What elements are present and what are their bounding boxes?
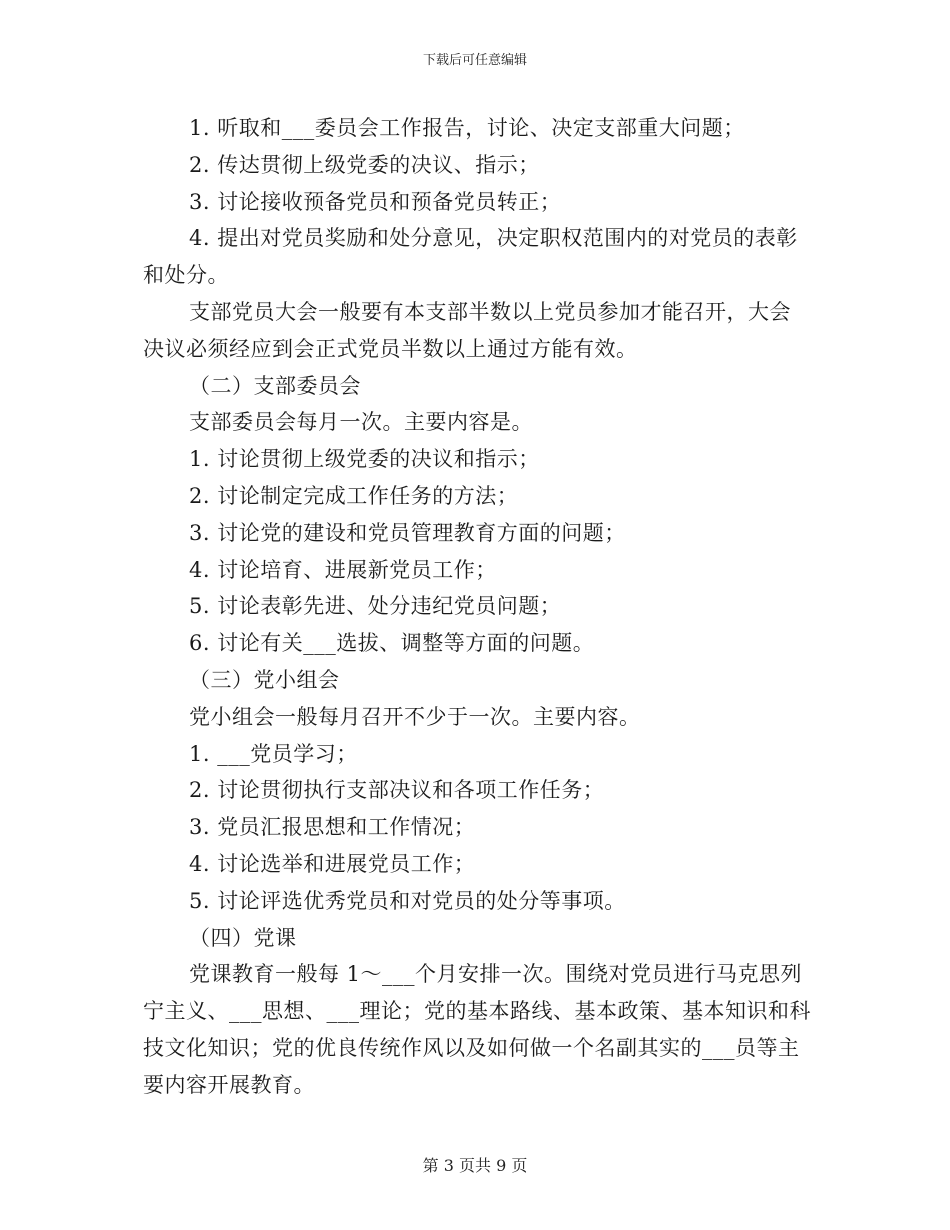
paragraph-item-5: 5. 讨论表彰先进、处分违纪党员问题； (189, 594, 562, 619)
paragraph-item-1: 1. 讨论贯彻上级党委的决议和指示； (189, 447, 540, 472)
paragraph-item-3: 3. 讨论党的建设和党员管理教育方面的问题； (189, 520, 626, 545)
section-heading-party-group: （三）党小组会 (189, 667, 340, 692)
paragraph-item-4: 4. 提出对党员奖励和处分意见，决定职权范围内的对党员的表彰和处分。 (143, 226, 798, 288)
section-heading-party-lecture: （四）党课 (189, 925, 297, 950)
paragraph-party-lecture: 党课教育一般每 1～___个月安排一次。围绕对党员进行马克思列宁主义、___思想、___理论；党的基本路线、基本政策、基本知识和科技文化知识；党的优良传统作风以及如何做一个名副其实的___员等主要内容开展教育。 (143, 962, 811, 1097)
document-body (143, 110, 811, 1104)
paragraph-item-5: 5. 讨论评选优秀党员和对党员的处分等事项。 (189, 888, 626, 913)
paragraph-item-1: 1. ___党员学习； (189, 741, 358, 766)
paragraph-item-2: 2. 讨论制定完成工作任务的方法； (189, 483, 519, 508)
page-header: 下载后可任意编辑 (422, 53, 527, 68)
paragraph-item-6: 6. 讨论有关___选拔、调整等方面的问题。 (189, 631, 595, 656)
paragraph-branch-committee-intro: 支部委员会每月一次。主要内容是。 (189, 410, 533, 435)
paragraph-party-group-intro: 党小组会一般每月召开不少于一次。主要内容。 (189, 704, 641, 729)
paragraph-item-2: 2. 讨论贯彻执行支部决议和各项工作任务； (189, 778, 605, 803)
paragraph-item-4: 4. 讨论培育、进展新党员工作； (189, 557, 497, 582)
paragraph-item-3: 3. 讨论接收预备党员和预备党员转正； (189, 189, 562, 214)
page-footer: 第 3 页共 9 页 (422, 1156, 528, 1175)
paragraph-meeting-rule: 支部党员大会一般要有本支部半数以上党员参加才能召开，大会决议必须经应到会正式党员半数以上通过方能有效。 (143, 299, 791, 361)
paragraph-item-1: 1. 听取和___委员会工作报告，讨论、决定支部重大问题； (189, 116, 745, 140)
section-heading-branch-committee: （二）支部委员会 (189, 373, 361, 398)
paragraph-item-3: 3. 党员汇报思想和工作情况； (189, 815, 476, 840)
paragraph-item-2: 2. 传达贯彻上级党委的决议、指示； (189, 152, 540, 177)
paragraph-item-4: 4. 讨论选举和进展党员工作； (189, 851, 476, 876)
